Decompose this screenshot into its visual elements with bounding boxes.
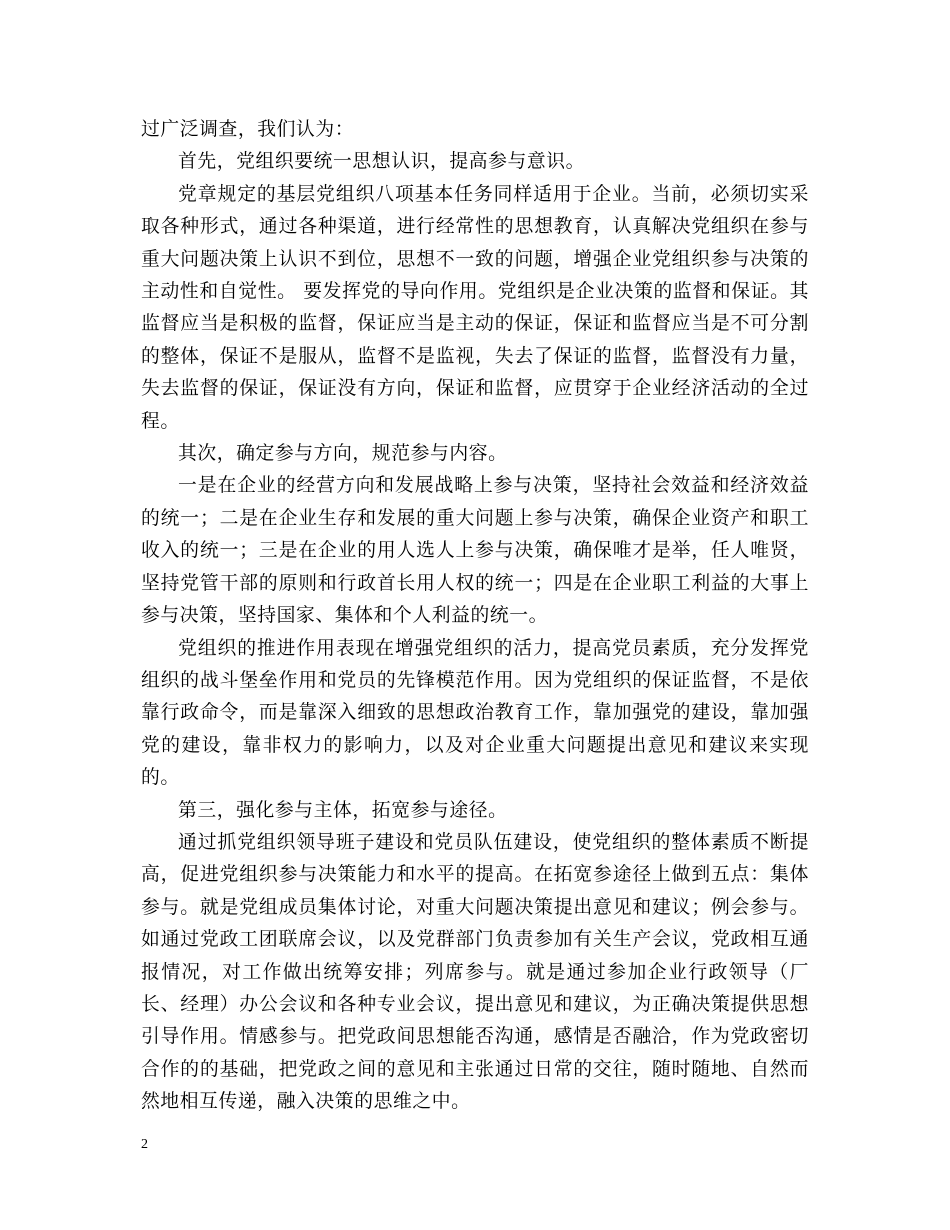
- page-body: [141, 114, 809, 1119]
- paragraph: 其次，确定参与方向，规范参与内容。: [178, 443, 508, 465]
- paragraph: 首先，党组织要统一思想认识，提高参与意识。: [178, 151, 586, 173]
- paragraph: 第三，强化参与主体，拓宽参与途径。: [178, 799, 508, 821]
- page-number: 2: [141, 1137, 148, 1152]
- paragraph: 党组织的推进作用表现在增强党组织的活力，提高党员素质，充分发挥党组织的战斗堡垒作用和党员的先锋模范作用。因为党组织的保证监督，不是依靠行政命令，而是靠深入细致的思想政治教育工作，靠加强党的建设，靠加强党的建设，靠非权力的影响力，以及对企业重大问题提出意见和建议来实现的。: [141, 637, 809, 789]
- paragraph: 通过抓党组织领导班子建设和党员队伍建设，使党组织的整体素质不断提高，促进党组织参与决策能力和水平的提高。在拓宽参途径上做到五点：集体参与。就是党组成员集体讨论，对重大问题决策提出意见和建议；例会参与。如通过党政工团联席会议，以及党群部门负责参加有关生产会议，党政相互通报情况，对工作做出统筹安排；列席参与。就是通过参加企业行政领导（厂长、经理）办公会议和各种专业会议，提出意见和建议，为正确决策提供思想引导作用。情感参与。把党政间思想能否沟通，感情是否融洽，作为党政密切合作的的基础，把党政之间的意见和主张通过日常的交往，随时随地、自然而然地相互传递，融入决策的思维之中。: [141, 831, 809, 1113]
- paragraph: 一是在企业的经营方向和发展战略上参与决策，坚持社会效益和经济效益的统一；二是在企业生存和发展的重大问题上参与决策，确保企业资产和职工收入的统一；三是在企业的用人选人上参与决策，确保唯才是举，任人唯贤，坚持党管干部的原则和行政首长用人权的统一；四是在企业职工利益的大事上参与决策，坚持国家、集体和个人利益的统一。: [141, 475, 809, 627]
- paragraph: 党章规定的基层党组织八项基本任务同样适用于企业。当前，必须切实采取各种形式，通过各种渠道，进行经常性的思想教育，认真解决党组织在参与重大问题决策上认识不到位，思想不一致的问题，增强企业党组织参与决策的主动性和自觉性。 要发挥党的导向作用。党组织是企业决策的监督和保证。其监督应当是积极的监督，保证应当是主动的保证，保证和监督应当是不可分割的整体，保证不是服从，监督不是监视，失去了保证的监督，监督没有力量，失去监督的保证，保证没有方向，保证和监督，应贯穿于企业经济活动的全过程。: [141, 183, 809, 432]
- paragraph: 过广泛调查，我们认为：: [141, 119, 355, 140]
